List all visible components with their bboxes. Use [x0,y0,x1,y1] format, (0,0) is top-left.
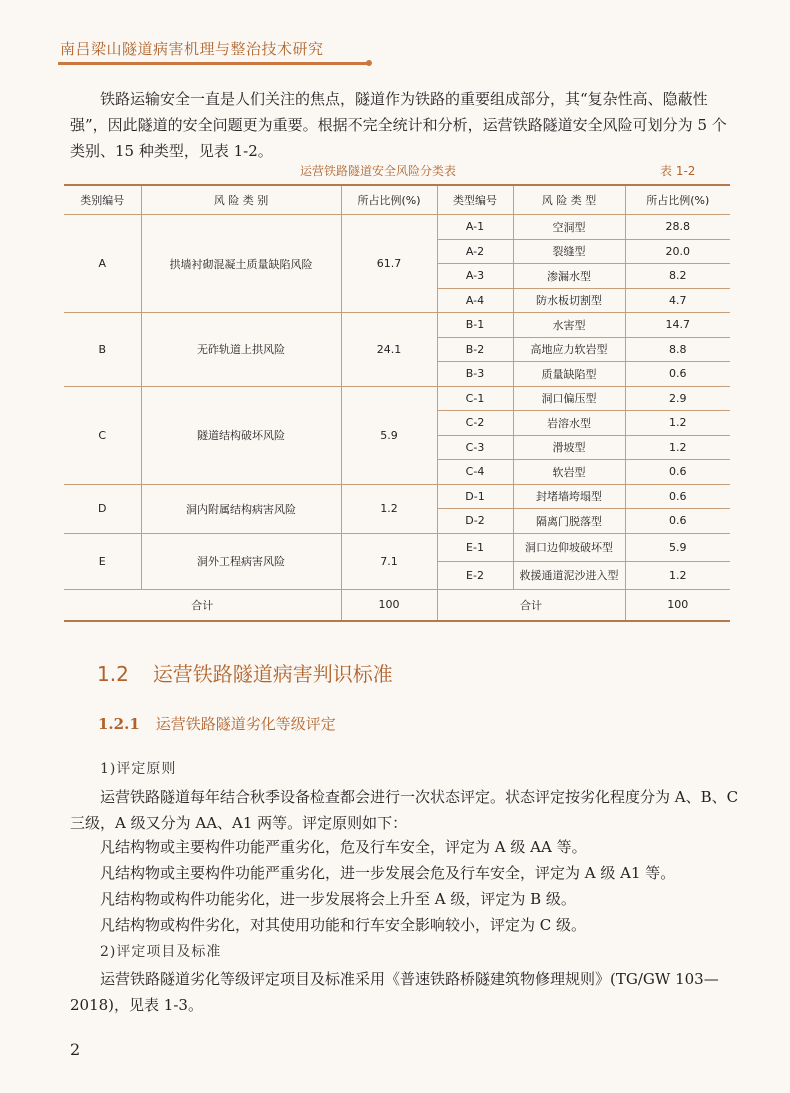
type-pct: 1.2 [625,561,730,589]
category-pct: 7.1 [341,533,437,589]
total-row [64,589,730,621]
type-name: 渗漏水型 [513,264,625,289]
category-pct: 5.9 [341,386,437,484]
type-pct: 4.7 [625,288,730,313]
table-row [64,215,730,240]
principle-item: 凡结构物或构件功能劣化，进一步发展将会上升至 A 级，评定为 B 级。 [100,890,576,908]
category-code: A [64,215,141,313]
type-name: 防水板切割型 [513,288,625,313]
category-code: D [64,484,141,533]
category-name: 洞外工程病害风险 [141,533,341,589]
header-title: 南吕梁山隧道病害机理与整治技术研究 [60,40,324,58]
type-code: A-2 [437,239,513,264]
col-header: 类别编号 [64,185,141,215]
category-pct: 61.7 [341,215,437,313]
type-name: 岩溶水型 [513,411,625,436]
type-name: 软岩型 [513,460,625,485]
type-code: E-2 [437,561,513,589]
type-name: 裂缝型 [513,239,625,264]
total-label: 合计 [64,589,341,621]
category-code: B [64,313,141,387]
principle-item: 凡结构物或主要构件功能严重劣化，危及行车安全，评定为 A 级 AA 等。 [100,838,587,856]
section-number: 1.2 [97,662,129,686]
type-name: 封堵墙垮塌型 [513,484,625,509]
type-code: C-1 [437,386,513,411]
type-pct: 8.2 [625,264,730,289]
subsection-heading [98,713,336,734]
category-code: E [64,533,141,589]
type-pct: 8.8 [625,337,730,362]
table-row [64,533,730,561]
type-pct: 20.0 [625,239,730,264]
category-pct: 1.2 [341,484,437,533]
section-heading [97,658,393,687]
type-code: D-2 [437,509,513,534]
principle-item: 凡结构物或主要构件功能严重劣化，进一步发展会危及行车安全，评定为 A 级 A1 等。 [100,864,676,882]
table-number: 表 1-2 [660,164,696,178]
type-name: 水害型 [513,313,625,338]
header-dot [366,60,372,66]
category-name: 无砟轨道上拱风险 [141,313,341,387]
section-title: 运营铁路隧道病害判识标准 [152,662,393,686]
col-header: 风 险 类 别 [141,185,341,215]
table-caption: 运营铁路隧道安全风险分类表 [300,164,457,178]
category-name: 拱墙衬砌混凝土质量缺陷风险 [141,215,341,313]
type-code: A-1 [437,215,513,240]
type-code: C-3 [437,435,513,460]
category-name: 洞内附属结构病害风险 [141,484,341,533]
subsection-number: 1.2.1 [98,715,140,733]
type-code: B-2 [437,337,513,362]
type-name: 质量缺陷型 [513,362,625,387]
principle-item: 凡结构物或构件劣化，对其使用功能和行车安全影响较小，评定为 C 级。 [100,916,587,934]
header-rule [58,62,368,65]
type-pct: 28.8 [625,215,730,240]
intro-paragraph: 铁路运输安全一直是人们关注的焦点，隧道作为铁路的重要组成部分，其“复杂性高、隐蔽性强”，因此隧道的安全问题更为重要。根据不完全统计和分析，运营铁路隧道安全风险可划分为 5 个类别、15 种类型，见表 1-2。 [70,90,727,160]
type-pct: 0.6 [625,509,730,534]
type-code: A-4 [437,288,513,313]
type-name: 救援通道泥沙进入型 [513,561,625,589]
col-header: 类型编号 [437,185,513,215]
type-pct: 2.9 [625,386,730,411]
table-row [64,386,730,411]
category-pct: 24.1 [341,313,437,387]
type-name: 滑坡型 [513,435,625,460]
type-code: D-1 [437,484,513,509]
type-code: B-1 [437,313,513,338]
type-name: 隔离门脱落型 [513,509,625,534]
type-pct: 14.7 [625,313,730,338]
subsection-title: 运营铁路隧道劣化等级评定 [155,715,336,733]
total-pct: 100 [341,589,437,621]
type-code: E-1 [437,533,513,561]
page-number: 2 [70,1040,81,1059]
table-row [64,484,730,509]
col-header: 所占比例(%) [341,185,437,215]
type-code: B-3 [437,362,513,387]
table-header-row [64,185,730,215]
col-header: 所占比例(%) [625,185,730,215]
standard-heading: 2)评定项目及标准 [100,944,222,960]
col-header: 风 险 类 型 [513,185,625,215]
risk-table [64,184,730,622]
principles-heading: 1)评定原则 [100,761,177,777]
total-label-types: 合计 [437,589,625,621]
standard-paragraph: 运营铁路隧道劣化等级评定项目及标准采用《普速铁路桥隧建筑物修理规则》(TG/GW 103—2018)，见表 1-3。 [70,970,719,1014]
table-row [64,313,730,338]
type-name: 空洞型 [513,215,625,240]
category-code: C [64,386,141,484]
principles-paragraph: 运营铁路隧道每年结合秋季设备检查都会进行一次状态评定。状态评定按劣化程度分为 A、B、C 三级，A 级又分为 AA、A1 两等。评定原则如下： [70,788,739,832]
type-pct: 5.9 [625,533,730,561]
type-pct: 0.6 [625,484,730,509]
type-pct: 1.2 [625,435,730,460]
type-code: A-3 [437,264,513,289]
type-pct: 1.2 [625,411,730,436]
type-name: 高地应力软岩型 [513,337,625,362]
type-pct: 0.6 [625,460,730,485]
type-pct: 0.6 [625,362,730,387]
type-code: C-4 [437,460,513,485]
type-code: C-2 [437,411,513,436]
category-name: 隧道结构破坏风险 [141,386,341,484]
type-name: 洞口边仰坡破坏型 [513,533,625,561]
total-pct-types: 100 [625,589,730,621]
type-name: 洞口偏压型 [513,386,625,411]
